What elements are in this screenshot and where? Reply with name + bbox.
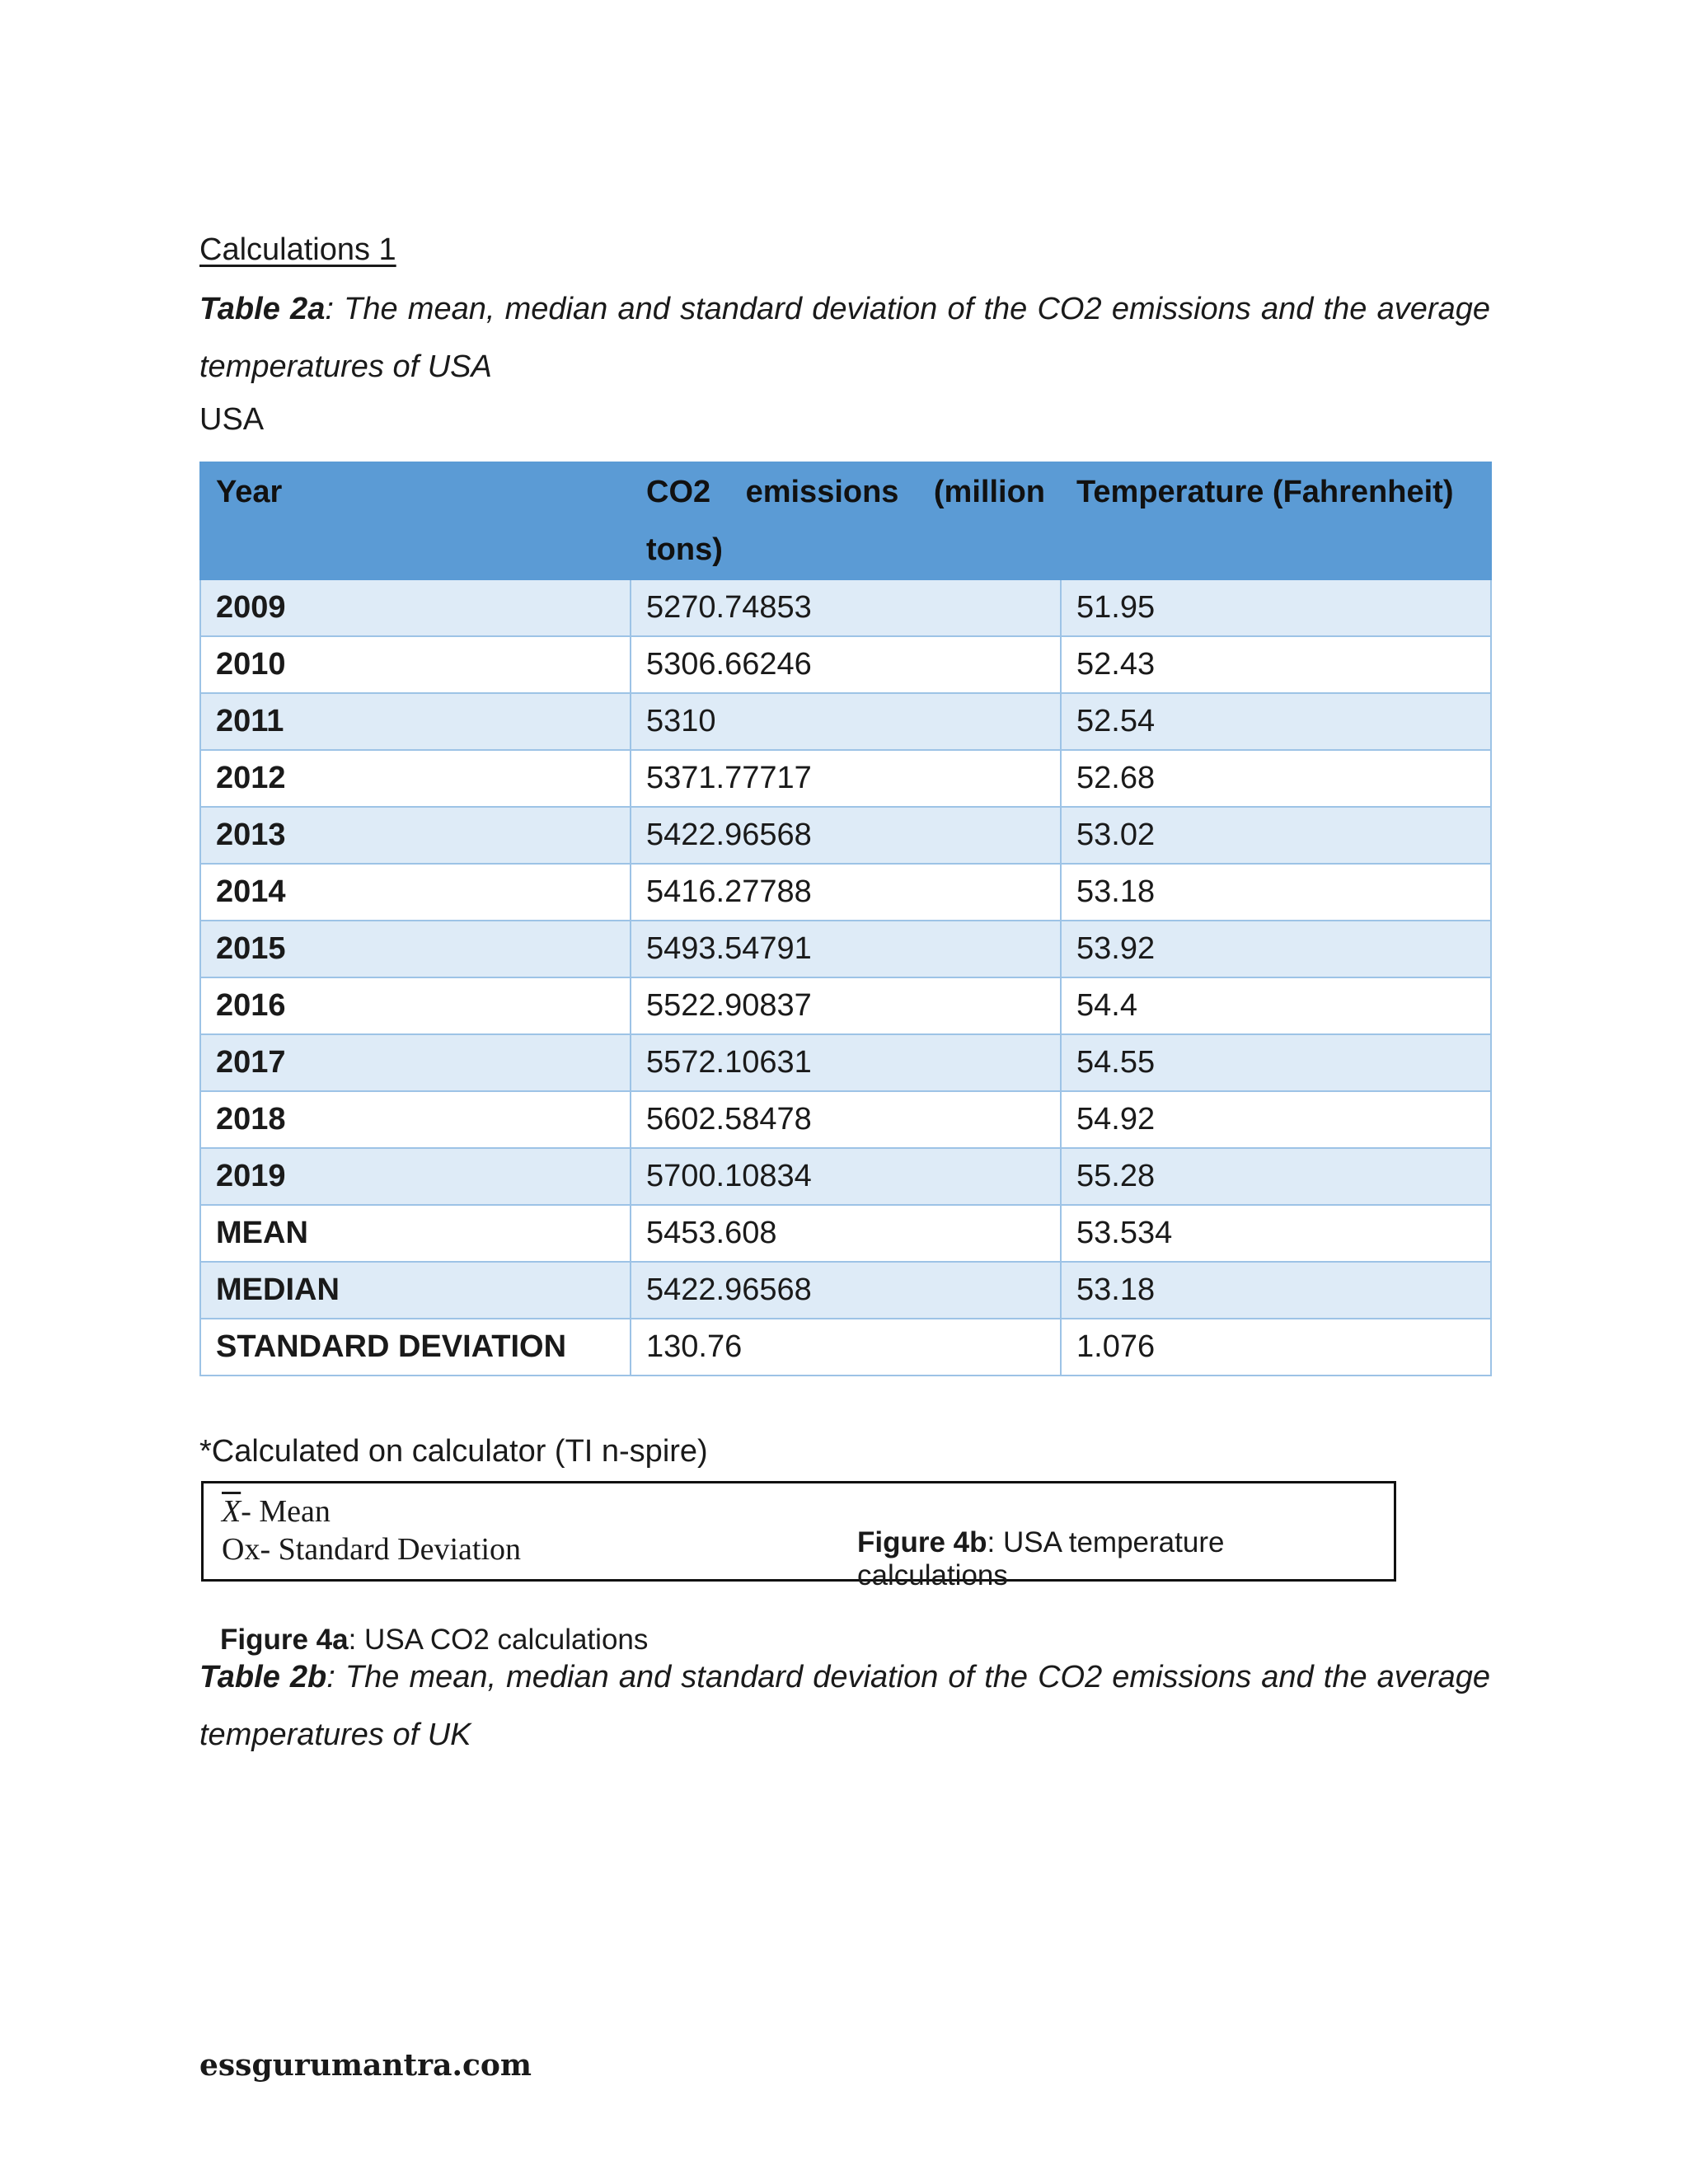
figure-4a-label: Figure 4a [220, 1624, 349, 1656]
temperature-cell: 52.54 [1061, 693, 1491, 750]
figure-4a-text: : USA CO2 calculations [348, 1624, 649, 1656]
table-row [200, 1205, 1491, 1262]
temperature-cell: 54.55 [1061, 1034, 1491, 1091]
table-row [200, 1262, 1491, 1319]
table-row [200, 807, 1491, 864]
table-row [200, 750, 1491, 807]
x-bar-symbol: $\overline{X}$ [222, 1494, 241, 1529]
row-label-cell: 2011 [200, 693, 631, 750]
row-label-cell: MEDIAN [200, 1262, 631, 1319]
co2-cell: 5700.10834 [631, 1148, 1061, 1205]
table-2a-caption [199, 280, 1490, 396]
co2-cell: 5602.58478 [631, 1091, 1061, 1148]
header-year: Year [200, 462, 631, 579]
header-co2: CO2 emissions (million tons) [631, 462, 1061, 579]
row-label-cell: 2010 [200, 636, 631, 693]
country-label: USA [199, 402, 265, 437]
co2-cell: 5310 [631, 693, 1061, 750]
row-label-cell: 2012 [200, 750, 631, 807]
table-row [200, 1034, 1491, 1091]
header-temperature: Temperature (Fahrenheit) [1061, 462, 1491, 579]
temperature-cell: 53.18 [1061, 1262, 1491, 1319]
row-label-cell: 2019 [200, 1148, 631, 1205]
calculator-note: *Calculated on calculator (TI n-spire) [199, 1434, 708, 1469]
row-label-cell: 2018 [200, 1091, 631, 1148]
co2-cell: 5422.96568 [631, 807, 1061, 864]
co2-cell: 130.76 [631, 1319, 1061, 1376]
mean-legend [222, 1493, 331, 1530]
co2-cell: 5270.74853 [631, 579, 1061, 636]
temperature-cell: 54.92 [1061, 1091, 1491, 1148]
table-row [200, 1148, 1491, 1205]
temperature-cell: 53.534 [1061, 1205, 1491, 1262]
co2-cell: 5371.77717 [631, 750, 1061, 807]
row-label-cell: 2017 [200, 1034, 631, 1091]
table-2b-caption [199, 1648, 1490, 1764]
table-row [200, 693, 1491, 750]
table-row [200, 579, 1491, 636]
table-body [200, 579, 1491, 1376]
table-2b-caption-label: Table 2b [199, 1660, 327, 1694]
figure-4b-label: Figure 4b [857, 1526, 987, 1558]
temperature-cell: 53.02 [1061, 807, 1491, 864]
figure-4b-text-line2: calculations [857, 1559, 1008, 1591]
co2-cell: 5422.96568 [631, 1262, 1061, 1319]
temperature-cell: 53.18 [1061, 864, 1491, 921]
co2-cell: 5493.54791 [631, 921, 1061, 977]
table-row [200, 977, 1491, 1034]
figure-4b-caption [857, 1525, 1286, 1594]
table-header-row [200, 462, 1491, 579]
temperature-cell: 52.43 [1061, 636, 1491, 693]
table-row [200, 864, 1491, 921]
table-row [200, 1091, 1491, 1148]
row-label-cell: 2009 [200, 579, 631, 636]
row-label-cell: MEAN [200, 1205, 631, 1262]
table-row [200, 1319, 1491, 1376]
table-row [200, 636, 1491, 693]
temperature-cell: 55.28 [1061, 1148, 1491, 1205]
co2-cell: 5453.608 [631, 1205, 1061, 1262]
row-label-cell: STANDARD DEVIATION [200, 1319, 631, 1376]
temperature-cell: 53.92 [1061, 921, 1491, 977]
co2-cell: 5416.27788 [631, 864, 1061, 921]
figure-4b-text: : USA temperature [987, 1526, 1225, 1558]
row-label-cell: 2013 [200, 807, 631, 864]
row-label-cell: 2016 [200, 977, 631, 1034]
table-row [200, 921, 1491, 977]
mean-legend-text: - Mean [241, 1494, 331, 1529]
row-label-cell: 2015 [200, 921, 631, 977]
site-footer: essgurumantra.com [199, 2048, 532, 2083]
table-2b-caption-text: : The mean, median and standard deviation of the CO2 emissions and the average temperatures of UK [199, 1660, 1490, 1752]
temperature-cell: 52.68 [1061, 750, 1491, 807]
co2-cell: 5572.10631 [631, 1034, 1061, 1091]
section-heading: Calculations 1 [199, 232, 396, 267]
temperature-cell: 1.076 [1061, 1319, 1491, 1376]
temperature-cell: 54.4 [1061, 977, 1491, 1034]
temperature-cell: 51.95 [1061, 579, 1491, 636]
co2-cell: 5522.90837 [631, 977, 1061, 1034]
usa-statistics-table [199, 462, 1492, 1376]
row-label-cell: 2014 [200, 864, 631, 921]
std-dev-legend: Ox- Standard Deviation [222, 1532, 522, 1567]
co2-cell: 5306.66246 [631, 636, 1061, 693]
table-2a-caption-text: : The mean, median and standard deviation of the CO2 emissions and the average temperatures of USA [199, 292, 1490, 384]
table-2a-caption-label: Table 2a [199, 292, 326, 326]
